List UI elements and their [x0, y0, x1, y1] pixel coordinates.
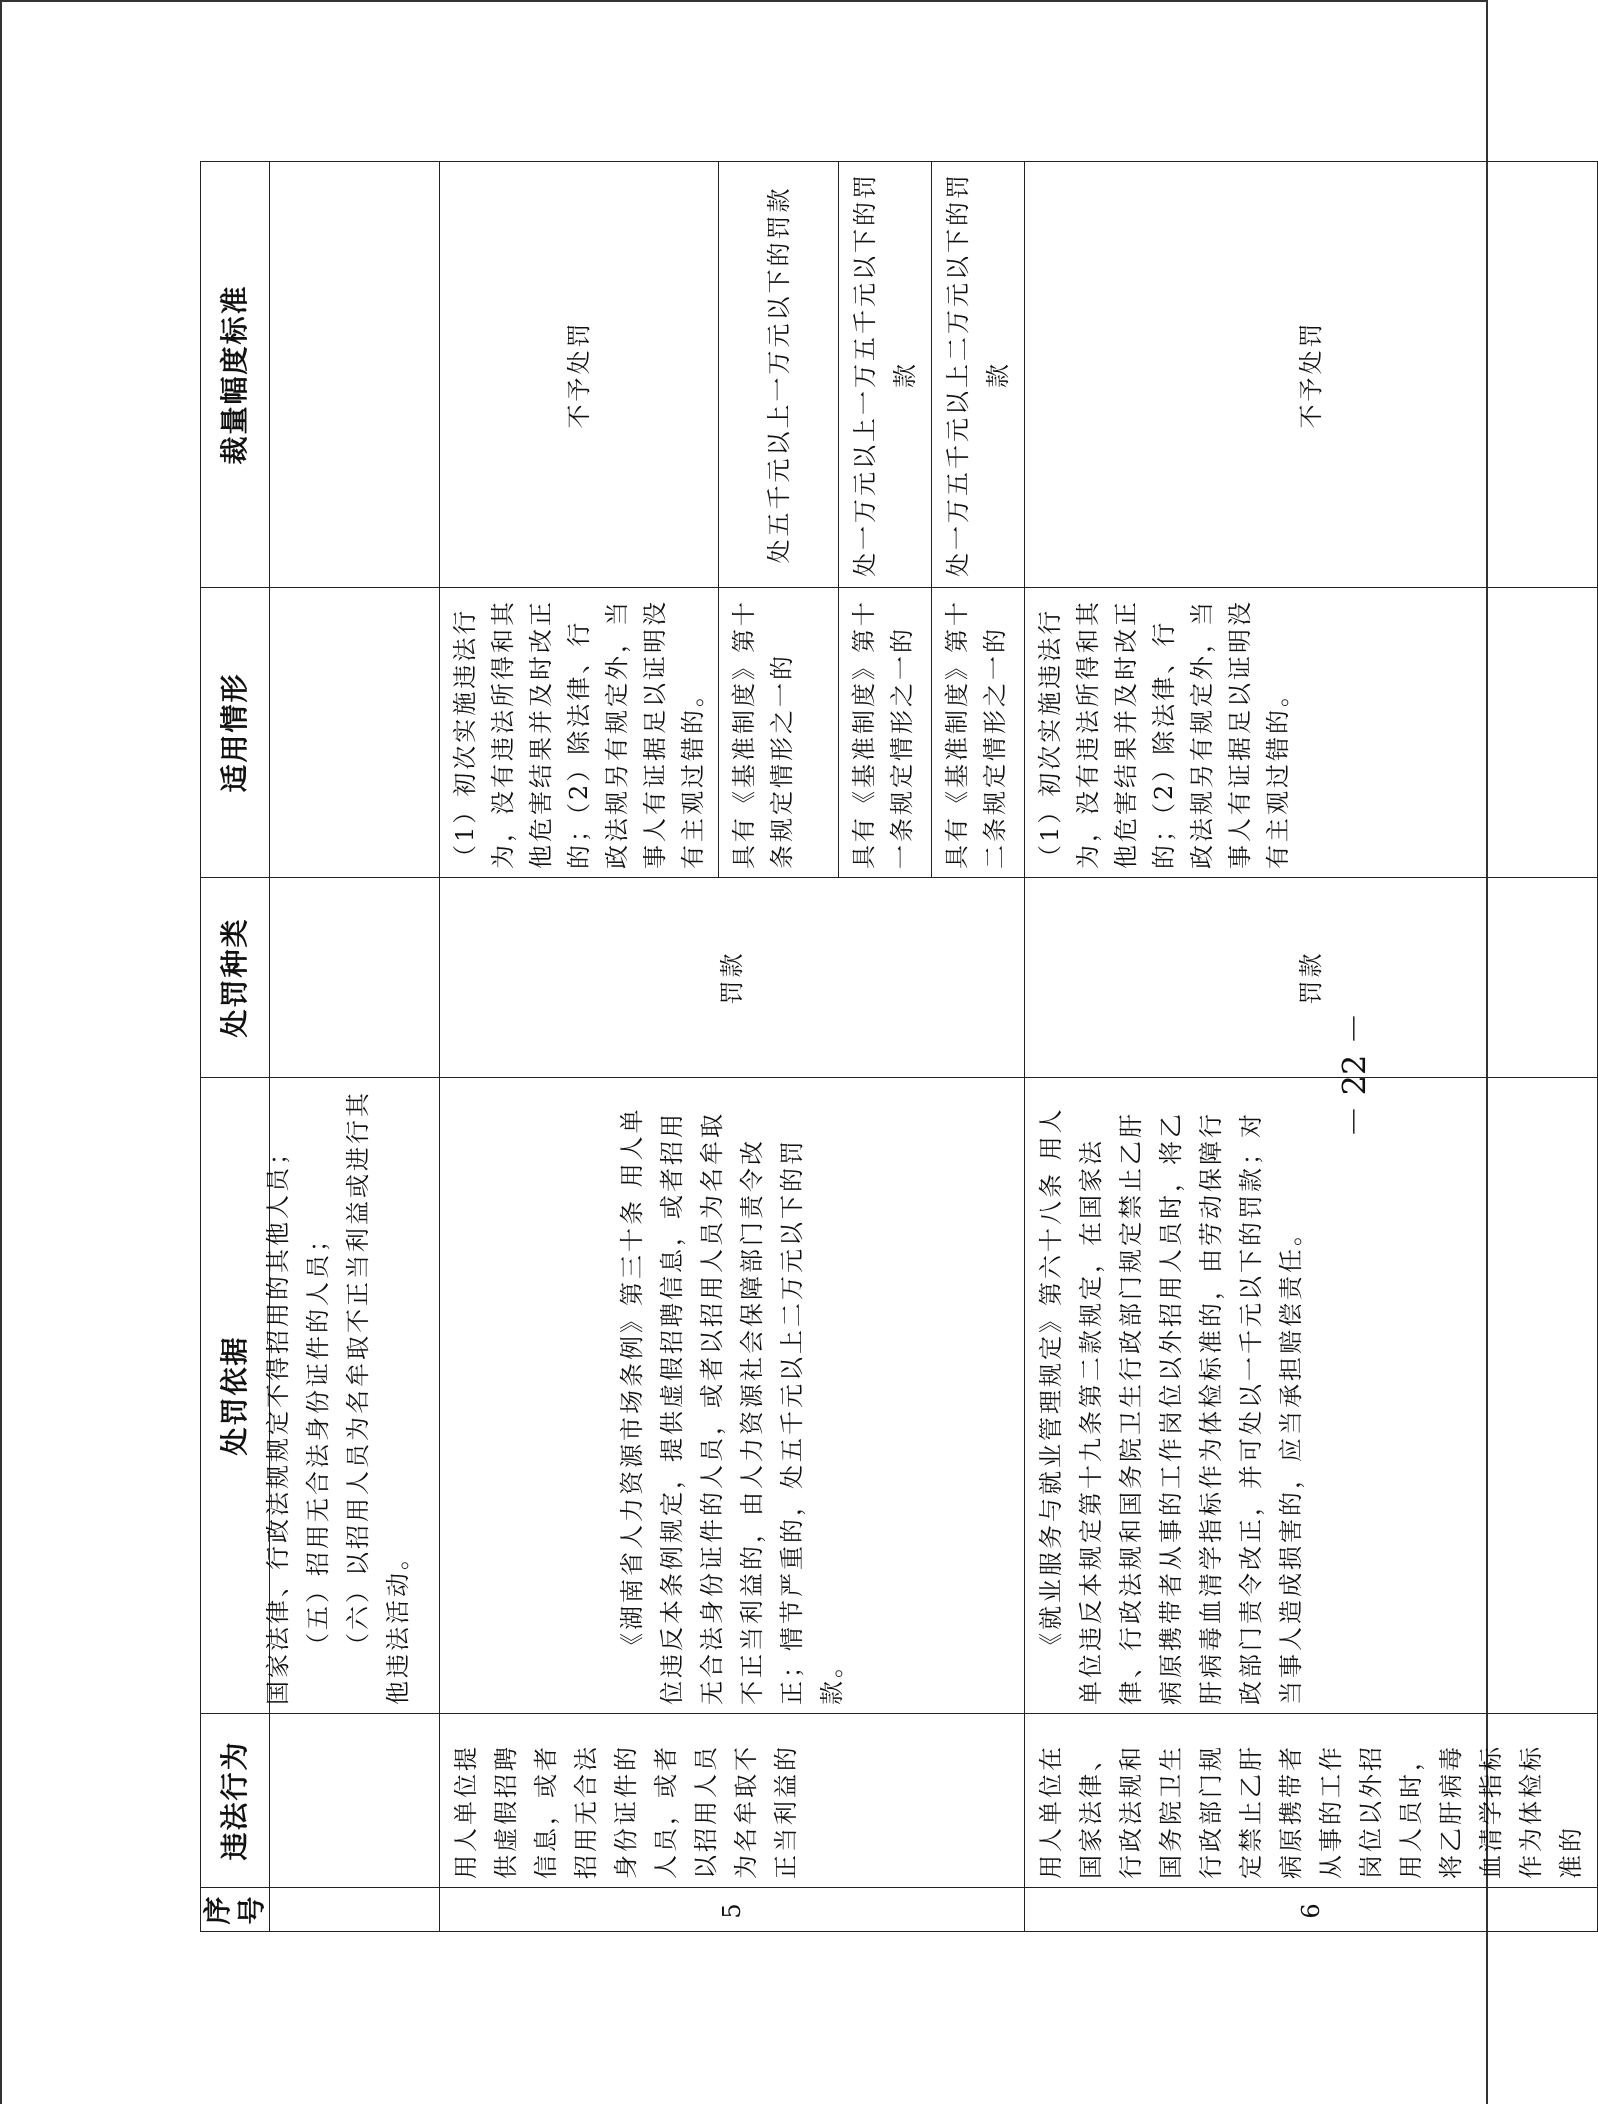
basis-line: 国家法律、行政法规规定不得招用的其他人员； [264, 1138, 292, 1705]
page-number: － 22 － [1335, 1012, 1374, 1138]
situation-cell: 具有《基准制度》第十条规定情形之一的 [719, 588, 839, 878]
header-basis: 处罚依据 [201, 1078, 270, 1714]
seq-cell: 6 [1025, 1888, 1598, 1932]
table-row-6 [1025, 162, 1598, 1932]
situation-cell-continued [270, 588, 440, 878]
header-seq: 序号 [201, 1888, 270, 1932]
page-border-top [0, 0, 1488, 2]
standard-cell: 处一万五千元以上二万元以下的罚款 [932, 162, 1025, 588]
standard-cell: 处五千元以上一万元以下的罚款 [719, 162, 839, 588]
penalty-type-cell: 罚款 [440, 878, 1025, 1078]
standard-cell: 不予处罚 [1025, 162, 1598, 588]
table-row-continued [270, 162, 440, 1932]
violation-cell-continued [270, 1714, 440, 1888]
basis-text: 《就业服务与就业管理规定》第六十八条 用人单位违反本规定第十九条第二款规定，在国家法律、行政法规和国务院卫生行政部门规定禁止乙肝病原携带者从事的工作岗位以外招用人员时，将乙肝病毒血清学指标作为体检标准的，由劳动保障行政部门责令改正，并可处以一千元以下的罚款；对当事人造成损害的，应当承担赔偿责任。 [1037, 1106, 1305, 1705]
basis-line: （五）招用无合法身份证件的人员； [304, 1225, 332, 1657]
basis-cell [1025, 1078, 1598, 1714]
header-standard: 裁量幅度标准 [201, 162, 270, 588]
table-row-5 [440, 162, 719, 1932]
violation-cell: 用人单位提供虚假招聘信息，或者招用无合法身份证件的人员，或者以招用人员为名牟取不正当利益的 [440, 1714, 1025, 1888]
basis-cell-continued [264, 1078, 440, 1714]
standard-cell: 不予处罚 [440, 162, 719, 588]
standard-cell: 处一万元以上一万五千元以下的罚款 [839, 162, 932, 588]
header-penalty-type: 处罚种类 [201, 878, 270, 1078]
page-border-left [0, 0, 2, 2104]
situation-cell: 具有《基准制度》第十二条规定情形之一的 [932, 588, 1025, 878]
violation-cell: 用人单位在国家法律、行政法规和国务院卫生行政部门规定禁止乙肝病原携带者从事的工作岗位以外招用人员时，将乙肝病毒血清学指标作为体检标准的 [1025, 1714, 1598, 1888]
situation-cell: （1）初次实施违法行为，没有违法所得和其他危害结果并及时改正的；（2）除法律、行政法规另有规定外，当事人有证据足以证明没有主观过错的。 [440, 588, 719, 878]
basis-cell [440, 1078, 1025, 1714]
header-situation: 适用情形 [201, 588, 270, 878]
seq-cell: 5 [440, 1888, 1025, 1932]
penalty-type-cell-continued [270, 878, 440, 1078]
standard-cell-continued [270, 162, 440, 588]
penalty-discretion-table [200, 161, 1598, 1932]
basis-line: （六）以招用人员为名牟取不正当利益或进行其他违法活动。 [344, 1090, 412, 1705]
header-violation: 违法行为 [201, 1714, 270, 1888]
penalty-type-cell: 罚款 [1025, 878, 1598, 1078]
basis-text: 《湖南省人力资源市场条例》第三十条 用人单位违反本条例规定，提供虚假招聘信息，或者招用无合法身份证件的人员，或者以招用人员为名牟取不正当利益的，由人力资源社会保障部门责令改正；情节严重的，处五千元以上二万元以下的罚款。 [618, 1106, 846, 1705]
situation-cell: （1）初次实施违法行为，没有违法所得和其他危害结果并及时改正的；（2）除法律、行政法规另有规定外，当事人有证据足以证明没有主观过错的。 [1025, 588, 1598, 878]
seq-cell-continued [270, 1888, 440, 1932]
situation-cell: 具有《基准制度》第十一条规定情形之一的 [839, 588, 932, 878]
